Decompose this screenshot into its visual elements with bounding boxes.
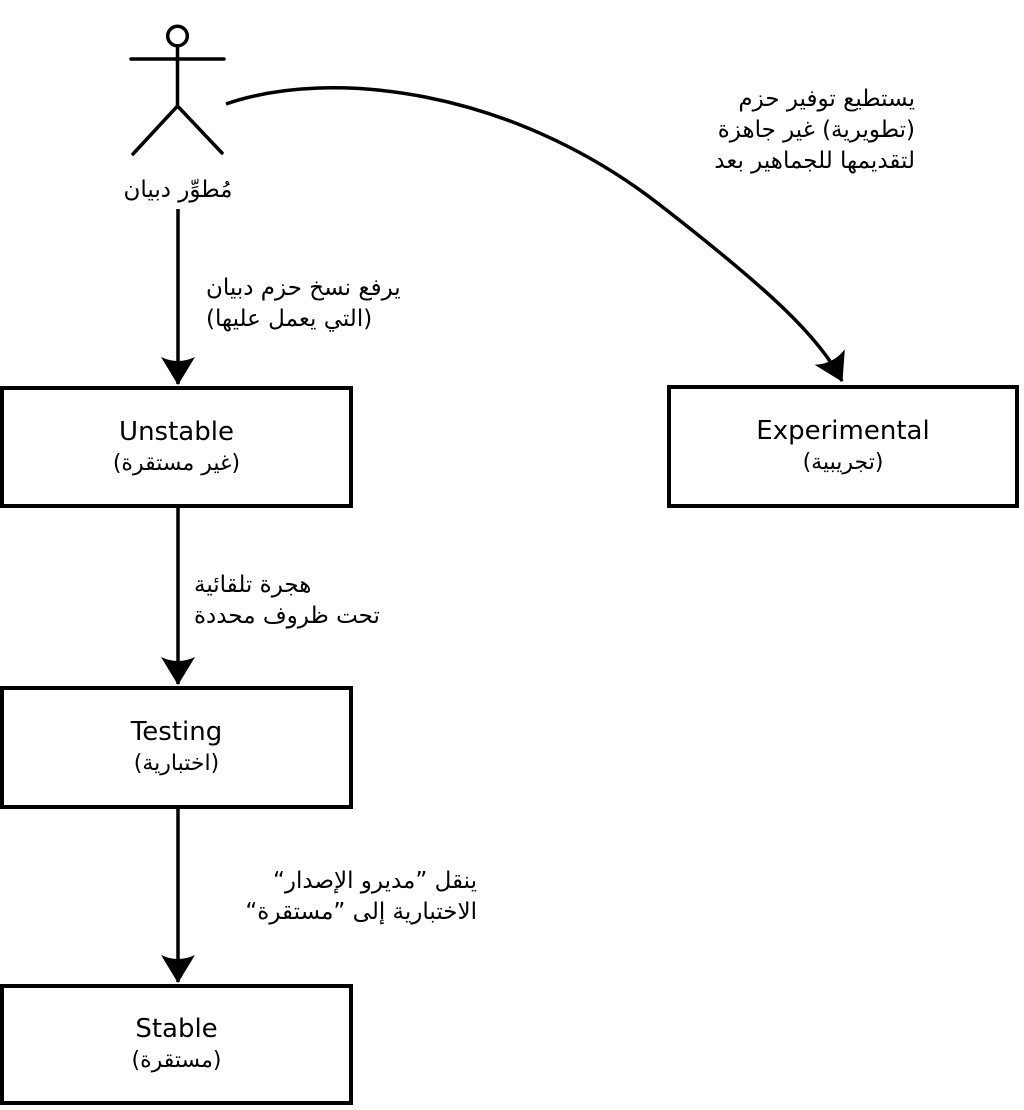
- box-testing-title: Testing: [130, 717, 223, 747]
- edge-label-line: (التي يعمل عليها): [206, 306, 373, 332]
- edge-label-to-unstable: [206, 273, 401, 335]
- edge-label-line: الاختبارية إلى ”مستقرة“: [245, 899, 477, 925]
- edge-label-line: (تطويرية) غير جاهزة: [717, 117, 915, 143]
- box-testing: [0, 686, 353, 809]
- edge-label-to-stable: [245, 866, 477, 928]
- box-unstable-arabic: (غير مستقرة): [112, 450, 241, 476]
- edge-label-line: لتقديمها للجماهير بعد: [714, 148, 915, 174]
- actor-head: [168, 26, 188, 46]
- edge-label-to-testing: [194, 570, 380, 632]
- box-stable: [0, 984, 353, 1105]
- box-experimental-arabic: (تجريبية): [802, 450, 884, 475]
- box-unstable-title: Unstable: [119, 416, 234, 447]
- actor-leg-right: [178, 106, 223, 153]
- box-stable-title: Stable: [135, 1014, 218, 1044]
- box-testing-arabic: (اختبارية): [133, 751, 220, 776]
- actor-leg-left: [133, 106, 178, 154]
- edge-label-to-experimental: [714, 84, 915, 177]
- edge-label-line: يرفع نسخ حزم دبيان: [206, 275, 401, 301]
- edge-label-line: ينقل ”مديرو الإصدار“: [272, 868, 477, 894]
- box-experimental: [667, 385, 1019, 508]
- edge-label-line: يستطيع توفير حزم: [738, 86, 915, 112]
- actor-figure-icon: [131, 26, 224, 154]
- box-stable-arabic: (مستقرة): [131, 1048, 222, 1073]
- box-unstable: [0, 386, 353, 508]
- edge-label-line: هجرة تلقائية: [194, 572, 312, 598]
- box-experimental-title: Experimental: [756, 416, 930, 446]
- actor-label: مُطوِّر دبيان: [123, 177, 233, 203]
- edge-label-line: تحت ظروف محددة: [194, 603, 380, 629]
